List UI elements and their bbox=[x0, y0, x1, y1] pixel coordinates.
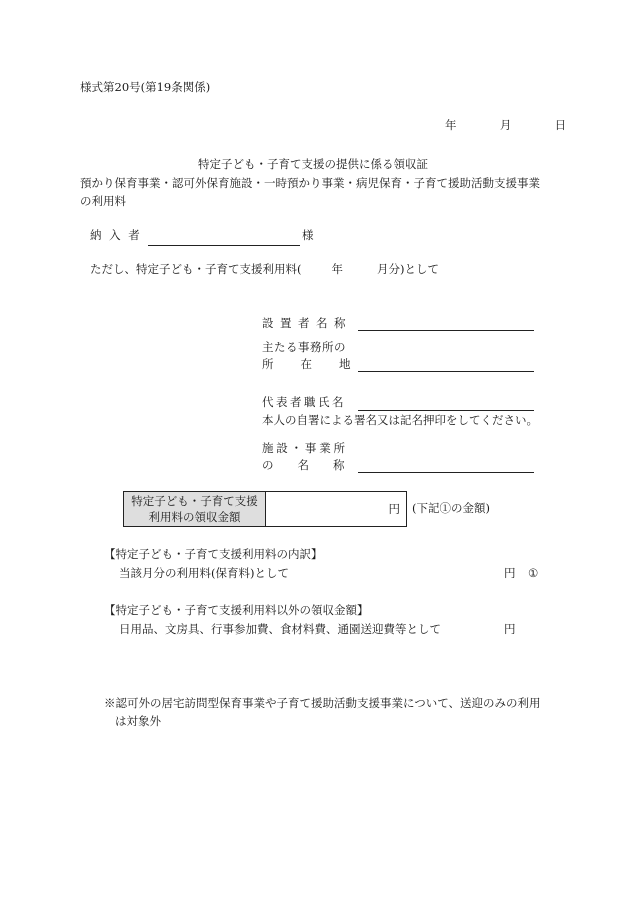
date-line bbox=[445, 120, 566, 132]
date-year: 年 bbox=[445, 118, 457, 132]
issuer-name-label: 設置者名称 bbox=[262, 316, 352, 330]
payer-label: 納 入 者 bbox=[90, 228, 142, 242]
facility-label-line1: 施設・事業所 bbox=[262, 441, 348, 455]
rep-note: 本人の自署による署名又は記名押印をしてください。 bbox=[262, 413, 538, 427]
other-item: 日用品、文房具、行事参加費、食材料費、通園送迎費等として bbox=[119, 622, 441, 636]
amount-unit: 円 bbox=[388, 502, 400, 516]
rep-name-field[interactable] bbox=[358, 410, 534, 411]
amount-label-line1: 特定子ども・子育て支援 bbox=[131, 494, 258, 508]
office-address-field[interactable] bbox=[358, 371, 534, 372]
amount-note: (下記①の金額) bbox=[412, 501, 490, 515]
date-day: 日 bbox=[554, 118, 567, 132]
title-line1: 特定子ども・子育て支援の提供に係る領収証 bbox=[198, 157, 428, 171]
proviso-year: 年 bbox=[331, 262, 343, 276]
proviso-prefix: ただし、特定子ども・子育て支援利用料( bbox=[90, 262, 302, 276]
other-unit: 円 bbox=[504, 622, 516, 636]
rep-label: 代表者職氏名 bbox=[262, 395, 346, 409]
amount-label-line2: 利用料の領収金額 bbox=[148, 510, 241, 524]
breakdown-item: 当該月分の利用料(保育料)として bbox=[119, 566, 289, 580]
office-label-line1: 主たる事務所の bbox=[262, 340, 346, 354]
office-label-line2: 所在地 bbox=[262, 357, 378, 371]
breakdown-marker: ① bbox=[528, 566, 539, 580]
payer-name-field[interactable] bbox=[148, 245, 300, 246]
proviso-month: 月分)として bbox=[376, 262, 439, 276]
breakdown-unit: 円 bbox=[504, 566, 516, 580]
facility-label-line2: の名称 bbox=[262, 458, 369, 472]
footnote-line2: は対象外 bbox=[115, 714, 161, 728]
breakdown-heading: 【特定子ども・子育て支援利用料の内訳】 bbox=[104, 547, 323, 561]
proviso-line bbox=[90, 264, 439, 276]
title-line3: の利用料 bbox=[80, 194, 126, 208]
facility-name-field[interactable] bbox=[358, 472, 534, 473]
form-number: 様式第20号(第19条関係) bbox=[80, 80, 211, 94]
amount-value-cell[interactable] bbox=[265, 491, 407, 527]
issuer-name-field[interactable] bbox=[358, 330, 534, 331]
footnote-line1: ※認可外の居宅訪問型保育事業や子育て援助活動支援事業について、送迎のみの利用 bbox=[104, 696, 541, 710]
amount-label-cell bbox=[123, 491, 266, 527]
other-heading: 【特定子ども・子育て支援利用料以外の領収金額】 bbox=[104, 603, 369, 617]
title-line2: 預かり保育事業・認可外保育施設・一時預かり事業・病児保育・子育て援助活動支援事業 bbox=[80, 176, 540, 190]
date-month: 月 bbox=[499, 118, 512, 132]
payer-suffix: 様 bbox=[302, 228, 314, 242]
